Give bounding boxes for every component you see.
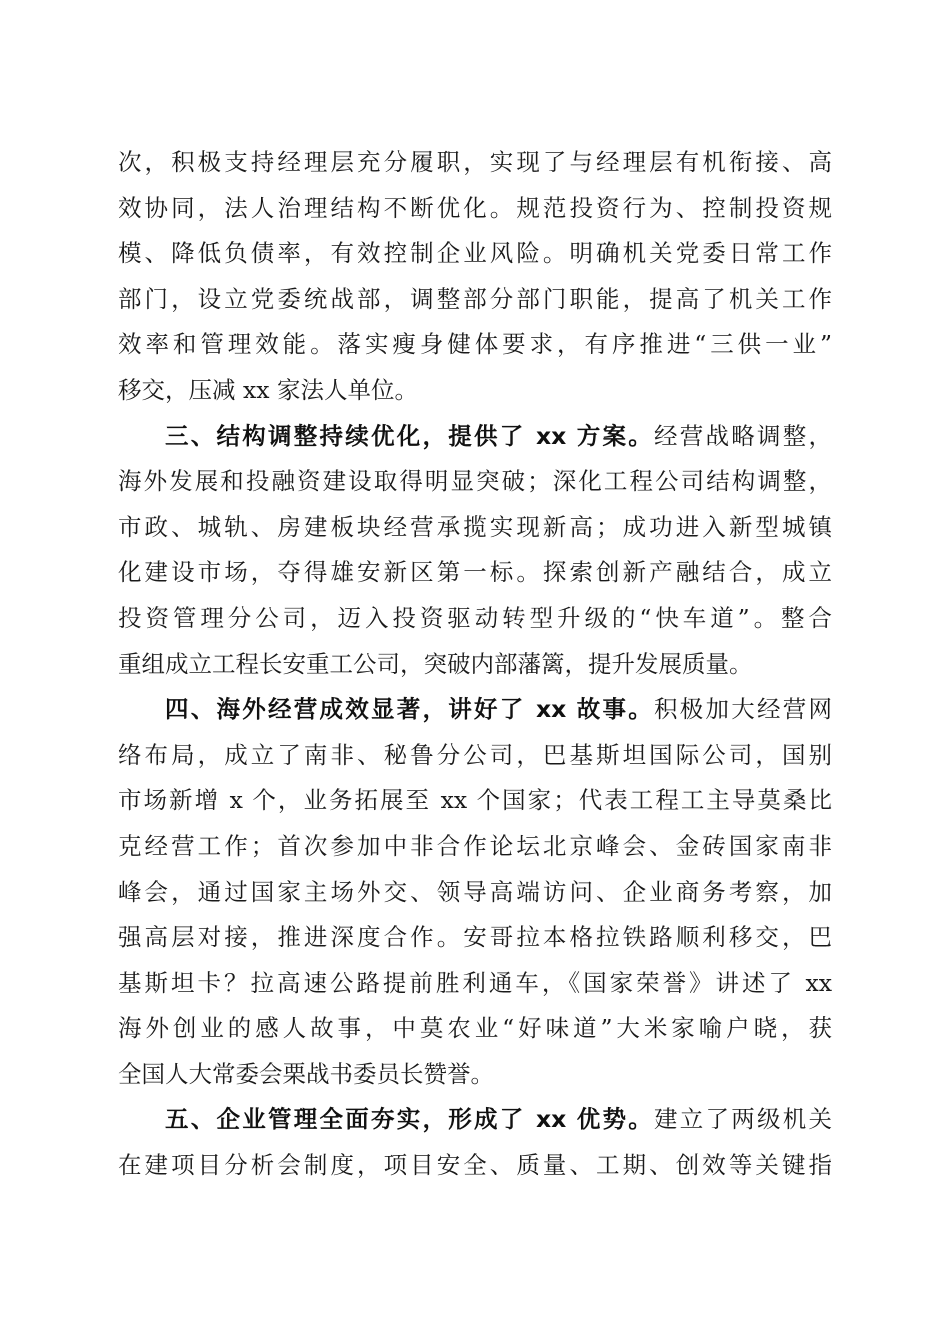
text-run: 建立了两级机关 <box>653 1105 832 1134</box>
text-line: 化建设市场，夺得雄安新区第一标。探索创新产融结合，成立 <box>118 558 832 587</box>
text-line: 海外创业的感人故事，中莫农业“好味道”大米家喻户晓，获 <box>118 1014 832 1043</box>
paragraph-first-line <box>118 687 832 733</box>
text-line: 部门，设立党委统战部，调整部分部门职能，提高了机关工作 <box>118 284 832 313</box>
text-line: 移交，压减 xx 家法人单位。 <box>118 375 418 404</box>
text-line: 基斯坦卡？拉高速公路提前胜利通车，《国家荣誉》讲述了 xx <box>118 968 832 997</box>
text-line: 峰会，通过国家主场外交、领导高端访问、企业商务考察，加 <box>118 877 832 906</box>
section-heading-three: 三、结构调整持续优化，提供了 xx 方案。 <box>165 421 654 450</box>
text-line: 市场新增 x 个，业务拓展至 xx 个国家；代表工程工主导莫桑比 <box>118 786 832 815</box>
text-line: 海外发展和投融资建设取得明显突破；深化工程公司结构调整， <box>118 467 832 496</box>
section-heading-five: 五、企业管理全面夯实，形成了 xx 优势。 <box>165 1105 654 1134</box>
text-line: 市政、城轨、房建板块经营承揽实现新高；成功进入新型城镇 <box>118 512 832 541</box>
text-line: 在建项目分析会制度，项目安全、质量、工期、创效等关键指 <box>118 1151 832 1180</box>
text-line: 效率和管理效能。落实瘦身健体要求，有序推进“三供一业” <box>118 330 832 359</box>
paragraph-structure-adjustment <box>118 414 832 688</box>
text-line: 次，积极支持经理层充分履职，实现了与经理层有机衔接、高 <box>118 148 832 176</box>
text-run: 积极加大经营网 <box>653 695 832 724</box>
text-line: 重组成立工程长安重工公司，突破内部藩篱，提升发展质量。 <box>118 649 753 678</box>
paragraph-governance <box>118 140 832 414</box>
paragraph-first-line <box>118 414 832 460</box>
text-run: 经营战略调整， <box>653 421 832 450</box>
text-line: 模、降低负债率，有效控制企业风险。明确机关党委日常工作 <box>118 239 832 268</box>
text-line: 效协同，法人治理结构不断优化。规范投资行为、控制投资规 <box>118 193 832 222</box>
section-heading-four: 四、海外经营成效显著，讲好了 xx 故事。 <box>165 695 654 724</box>
paragraph-enterprise-management <box>118 1097 832 1188</box>
paragraph-overseas-operations <box>118 687 832 1097</box>
paragraph-first-line <box>118 1097 832 1143</box>
text-line: 克经营工作；首次参加中非合作论坛北京峰会、金砖国家南非 <box>118 831 832 860</box>
document-body <box>118 140 832 1189</box>
text-line: 强高层对接，推进深度合作。安哥拉本格拉铁路顺利移交，巴 <box>118 923 832 952</box>
text-line: 投资管理分公司，迈入投资驱动转型升级的“快车道”。整合 <box>118 603 832 632</box>
text-line: 全国人大常委会栗战书委员长赞誉。 <box>118 1059 494 1088</box>
text-line: 络布局，成立了南非、秘鲁分公司，巴基斯坦国际公司，国别 <box>118 740 832 769</box>
